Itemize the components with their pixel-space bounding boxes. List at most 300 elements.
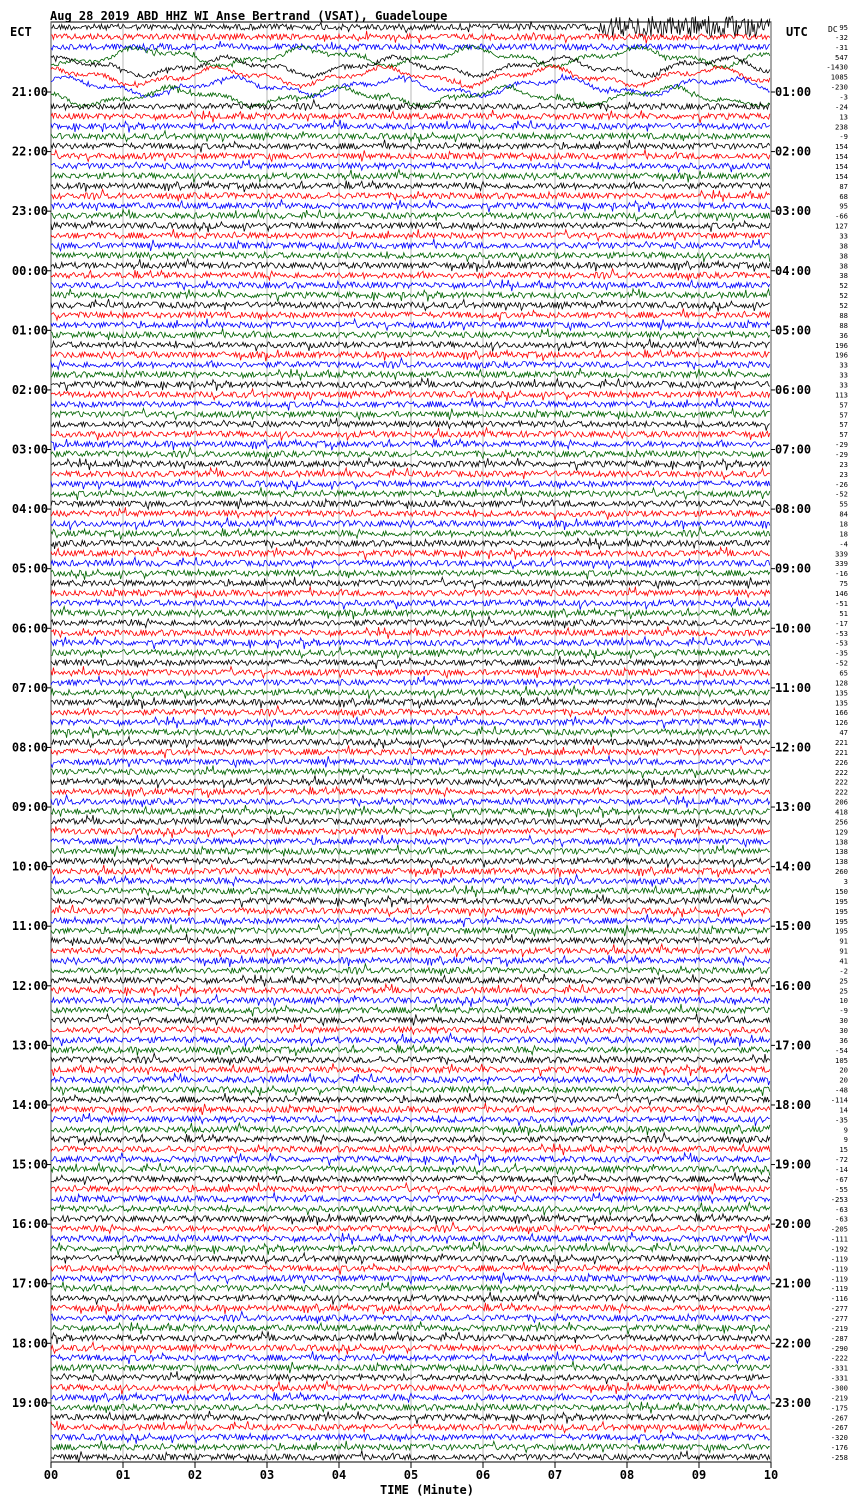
dc-offset-label: 18 — [839, 529, 848, 539]
trace-line — [51, 507, 770, 520]
trace-line — [51, 1103, 770, 1115]
trace-line — [51, 1113, 770, 1126]
dc-offset-label: 52 — [839, 291, 848, 301]
dc-offset-label: 23 — [839, 469, 848, 479]
dc-offset-label: 195 — [835, 896, 848, 906]
trace-line — [51, 1133, 770, 1146]
dc-offset-label: -320 — [830, 1433, 848, 1443]
trace-line — [51, 1093, 770, 1105]
trace-line — [51, 656, 770, 669]
trace-line — [51, 368, 770, 381]
right-hour-label: 08:00 — [775, 502, 812, 517]
dc-offset-label: -267 — [830, 1423, 848, 1433]
dc-offset-label: -35 — [835, 1115, 848, 1125]
dc-offset-label: -31 — [835, 42, 848, 52]
trace-line — [51, 131, 770, 143]
dc-offset-label: -48 — [835, 1085, 848, 1095]
trace-line — [51, 1163, 770, 1176]
dc-offset-label: -192 — [830, 1244, 848, 1254]
dc-offset-label: 166 — [835, 708, 848, 718]
trace-line — [51, 439, 770, 451]
dc-offset-label: 57 — [839, 410, 848, 420]
trace-line — [51, 299, 770, 312]
dc-offset-label: 221 — [835, 747, 848, 757]
trace-line — [51, 1421, 770, 1433]
trace-line — [51, 686, 770, 699]
right-timezone-label: UTC — [786, 25, 808, 39]
dc-offset-label: 23 — [839, 459, 848, 469]
trace-line — [51, 974, 770, 987]
trace-line — [51, 328, 770, 340]
dc-offset-label: -32 — [835, 32, 848, 42]
left-hour-label: 11:00 — [11, 919, 48, 934]
x-tick-label: 08 — [619, 1468, 635, 1482]
x-axis-label: TIME (Minute) — [380, 1483, 474, 1497]
trace-line — [51, 418, 770, 431]
trace-line — [51, 181, 770, 193]
dc-offset-label: -17 — [835, 618, 848, 628]
trace-line — [51, 964, 770, 976]
dc-offset-label: 14 — [839, 1105, 848, 1115]
right-hour-label: 05:00 — [775, 323, 812, 338]
trace-line — [51, 1253, 770, 1265]
dc-offset-label: 75 — [839, 579, 848, 589]
trace-line — [51, 269, 770, 281]
left-hour-label: 18:00 — [11, 1336, 48, 1351]
dc-offset-label: -119 — [830, 1284, 848, 1294]
dc-offset-label: 36 — [839, 330, 848, 340]
trace-line — [51, 358, 770, 370]
right-hour-label: 18:00 — [775, 1097, 812, 1112]
dc-offset-label: 57 — [839, 420, 848, 430]
dc-offset-label: -119 — [830, 1274, 848, 1284]
dc-offset-label: 222 — [835, 787, 848, 797]
dc-offset-label: 1085 — [830, 72, 848, 82]
trace-line — [51, 1063, 770, 1076]
left-hour-label: 07:00 — [11, 680, 48, 695]
trace-line — [51, 857, 770, 868]
dc-offset-label: 68 — [839, 191, 848, 201]
trace-line — [51, 755, 770, 767]
dc-offset-label: 38 — [839, 271, 848, 281]
dc-offset-label: 222 — [835, 777, 848, 787]
dc-offset-label: -119 — [830, 1254, 848, 1264]
dc-offset-label: 113 — [835, 390, 848, 400]
left-timezone-label: ECT — [10, 25, 32, 39]
trace-line — [51, 984, 770, 997]
trace-line — [51, 1183, 770, 1195]
dc-offset-label: -119 — [830, 1264, 848, 1274]
trace-line — [51, 189, 770, 202]
dc-offset-label: 138 — [835, 847, 848, 857]
dc-offset-label: 135 — [835, 698, 848, 708]
trace-line — [51, 319, 770, 331]
dc-offset-label: -253 — [830, 1194, 848, 1204]
trace-line — [51, 1173, 770, 1186]
left-hour-label: 00:00 — [11, 263, 48, 278]
trace-line — [51, 1441, 770, 1453]
trace-line — [51, 289, 770, 302]
trace-line — [51, 795, 770, 808]
dc-offset-label: -29 — [835, 440, 848, 450]
trace-line — [51, 309, 770, 322]
trace-line — [51, 1123, 770, 1136]
dc-offset-label: 206 — [835, 797, 848, 807]
dc-offset-label: 91 — [839, 946, 848, 956]
trace-line — [51, 1213, 770, 1225]
trace-line — [51, 716, 770, 729]
dc-offset-label: 57 — [839, 400, 848, 410]
trace-line — [51, 547, 770, 560]
trace-line — [51, 1034, 770, 1047]
trace-line — [51, 1303, 770, 1315]
trace-line — [51, 41, 770, 53]
trace-line — [51, 1192, 770, 1204]
trace-line — [51, 538, 770, 550]
dc-offset-label: -14 — [835, 1165, 848, 1174]
dc-offset-label: -290 — [830, 1343, 848, 1353]
dc-offset-label: -66 — [835, 211, 848, 221]
dc-offset-label: 87 — [839, 181, 848, 191]
trace-line — [51, 1351, 770, 1364]
dc-offset-label: 9 — [843, 1125, 848, 1135]
left-hour-label: 06:00 — [11, 621, 48, 636]
right-hour-label: 04:00 — [775, 263, 812, 278]
dc-offset-label: 196 — [835, 350, 848, 360]
trace-line — [51, 607, 770, 620]
left-hour-label: 19:00 — [11, 1395, 48, 1410]
x-tick-label: 03 — [259, 1468, 275, 1482]
dc-offset-label: 57 — [839, 430, 848, 440]
trace-line — [51, 1371, 770, 1384]
dc-offset-label: 15 — [839, 1145, 848, 1155]
trace-line — [51, 1153, 770, 1166]
trace-line — [51, 706, 770, 718]
dc-offset-label: -222 — [830, 1353, 848, 1363]
trace-line — [51, 885, 770, 897]
trace-line — [51, 468, 770, 480]
dc-offset-label: 33 — [839, 370, 848, 380]
dc-offset-label: 18 — [839, 519, 848, 529]
trace-line — [51, 726, 770, 739]
trace-line — [51, 805, 770, 818]
right-hour-label: 02:00 — [775, 144, 812, 159]
right-hour-label: 13:00 — [775, 800, 812, 815]
dc-offset-label: 10 — [839, 996, 848, 1006]
dc-offset-label: 129 — [835, 827, 848, 837]
trace-line — [51, 765, 770, 778]
trace-line — [51, 378, 770, 391]
dc-offset-label: 150 — [835, 887, 848, 896]
trace-line — [51, 487, 770, 500]
dc-offset-label: -24 — [835, 102, 848, 112]
trace-line — [51, 1242, 770, 1255]
trace-line — [51, 170, 770, 183]
dc-offset-label: 195 — [835, 906, 848, 916]
left-hour-label: 14:00 — [11, 1097, 48, 1112]
chart-title: Aug 28 2019 ABD HHZ WI Anse Bertrand (VSAT), Guadeloupe — [50, 9, 448, 23]
left-hour-label: 21:00 — [11, 85, 48, 99]
dc-offset-label: 3 — [843, 877, 848, 886]
dc-offset-label: 9 — [843, 1135, 848, 1145]
right-hour-label: 10:00 — [775, 621, 812, 636]
dc-offset-label: 25 — [839, 986, 848, 996]
dc-offset-label: -219 — [830, 1323, 848, 1333]
right-hour-label: 03:00 — [775, 204, 812, 219]
dc-offset-label: 25 — [839, 976, 848, 986]
right-hour-label: 19:00 — [775, 1157, 812, 1172]
trace-line — [51, 697, 770, 709]
trace-line — [51, 110, 770, 123]
trace-line — [51, 905, 770, 918]
trace-line — [51, 616, 770, 628]
dc-offset-label: 126 — [835, 718, 848, 728]
dc-offset-label: 154 — [835, 142, 848, 152]
trace-line — [51, 1402, 770, 1414]
trace-line — [51, 1014, 770, 1026]
dc-offset-label: -53 — [835, 628, 848, 638]
trace-line — [51, 577, 770, 589]
trace-line — [51, 995, 770, 1007]
dc-offset-label: -114 — [830, 1095, 848, 1105]
dc-offset-label: 55 — [839, 499, 848, 509]
dc-offset-label: 33 — [839, 360, 848, 370]
trace-line — [51, 1073, 770, 1085]
left-hour-label: 04:00 — [11, 502, 48, 517]
dc-offset-label: -3 — [839, 92, 848, 102]
trace-line — [51, 557, 770, 569]
dc-offset-label: -35 — [835, 648, 848, 658]
dc-offset-label: 33 — [839, 380, 848, 390]
left-hour-label: 10:00 — [11, 859, 48, 874]
dc-offset-label: 146 — [835, 589, 848, 598]
dc-offset-label: 138 — [835, 857, 848, 867]
trace-line — [51, 150, 770, 162]
trace-line — [51, 1322, 770, 1335]
dc-offset-label: 339 — [835, 549, 848, 559]
dc-offset-label: 91 — [839, 936, 848, 946]
right-hour-label: 12:00 — [775, 740, 812, 755]
dc-offset-label: -63 — [835, 1204, 848, 1214]
right-hour-label: 11:00 — [775, 680, 812, 695]
dc-offset-label: -1430 — [826, 62, 848, 72]
left-hour-label: 22:00 — [11, 144, 48, 159]
trace-line — [51, 1312, 770, 1324]
trace-line — [51, 1202, 770, 1215]
trace-line — [51, 221, 770, 233]
trace-line — [51, 65, 770, 88]
dc-offset-label: -9 — [839, 132, 848, 142]
dc-offset-label: 256 — [835, 817, 848, 827]
dc-offset-label: -51 — [835, 599, 848, 608]
dc-offset-label: -9 — [839, 1006, 848, 1016]
trace-line — [51, 479, 770, 491]
trace-line — [51, 398, 770, 411]
trace-line — [51, 865, 770, 878]
trace-line — [51, 251, 770, 262]
trace-line — [51, 569, 770, 580]
dc-offset-label: 154 — [835, 152, 848, 162]
right-hour-label: 22:00 — [775, 1336, 812, 1351]
dc-offset-label: 339 — [835, 559, 848, 569]
trace-line — [51, 914, 770, 927]
x-tick-label: 04 — [331, 1468, 347, 1482]
trace-line — [51, 408, 770, 420]
trace-line — [51, 1391, 770, 1404]
left-hour-label: 03:00 — [11, 442, 48, 457]
left-hour-label: 23:00 — [11, 204, 48, 219]
dc-offset-label: 47 — [839, 728, 848, 738]
right-hour-label: 21:00 — [775, 1276, 812, 1291]
trace-line — [51, 875, 770, 887]
trace-line — [51, 259, 770, 272]
left-hour-label: 08:00 — [11, 740, 48, 755]
dc-offset-label: -52 — [835, 489, 848, 499]
dc-offset-label: -2 — [839, 966, 848, 976]
right-hour-label: 01:00 — [775, 85, 812, 99]
left-hour-label: 17:00 — [11, 1276, 48, 1291]
dc-offset-label: -300 — [830, 1383, 848, 1393]
right-hour-label: 06:00 — [775, 382, 812, 397]
x-tick-label: 02 — [187, 1468, 203, 1482]
dc-offset-label: 38 — [839, 261, 848, 271]
trace-line — [51, 1332, 770, 1345]
trace-line — [51, 845, 770, 857]
trace-line — [51, 746, 770, 759]
trace-line — [51, 1381, 770, 1394]
trace-line — [51, 31, 770, 44]
right-hour-label: 16:00 — [775, 978, 812, 993]
right-hour-label: 20:00 — [775, 1217, 812, 1232]
trace-line — [51, 140, 770, 153]
dc-offset-label: -111 — [830, 1234, 848, 1244]
trace-line — [51, 527, 770, 540]
trace-line — [51, 497, 770, 509]
dc-offset-label: 547 — [835, 52, 848, 62]
trace-line — [51, 1144, 770, 1156]
trace-line — [51, 280, 770, 292]
trace-line — [51, 775, 770, 788]
right-hour-label: 23:00 — [775, 1395, 812, 1410]
trace-line — [51, 16, 770, 37]
left-hour-label: 05:00 — [11, 561, 48, 576]
dc-offset-label: 88 — [839, 320, 848, 330]
dc-offset-label: 154 — [835, 171, 848, 181]
dc-offset-label: 95 — [839, 201, 848, 211]
trace-line — [51, 120, 770, 133]
x-tick-label: 09 — [691, 1468, 707, 1482]
trace-line — [51, 209, 770, 221]
trace-line — [51, 827, 770, 839]
dc-offset-label: 20 — [839, 1065, 848, 1075]
dc-offset-label: -26 — [835, 479, 848, 489]
dc-offset-label: 135 — [835, 688, 848, 698]
dc-offset-label: -52 — [835, 658, 848, 668]
trace-line — [51, 1222, 770, 1234]
dc-offset-label: 52 — [839, 301, 848, 310]
dc-offset-label: -116 — [830, 1294, 848, 1304]
dc-offset-label: -267 — [830, 1413, 848, 1423]
trace-line — [51, 1361, 770, 1373]
dc-offset-label: -331 — [830, 1363, 848, 1373]
dc-offset-label: -55 — [835, 1184, 848, 1194]
dc-offset-label: -16 — [835, 569, 848, 579]
trace-line — [51, 1433, 770, 1444]
trace-line — [51, 895, 770, 908]
trace-line — [51, 636, 770, 649]
dc-offset-label: 65 — [839, 668, 848, 678]
left-hour-label: 13:00 — [11, 1038, 48, 1053]
dc-offset-label: -63 — [835, 1214, 848, 1224]
trace-line — [51, 944, 770, 957]
trace-line — [51, 1024, 770, 1037]
trace-line — [51, 1292, 770, 1305]
dc-offset-label: 33 — [839, 231, 848, 241]
trace-line — [51, 448, 770, 460]
x-tick-label: 01 — [115, 1468, 131, 1482]
trace-line — [51, 1411, 770, 1424]
trace-line — [51, 389, 770, 401]
trace-line — [51, 1085, 770, 1097]
trace-line — [51, 1004, 770, 1017]
dc-offset-label: 38 — [839, 241, 848, 251]
dc-offset-label: -219 — [830, 1393, 848, 1403]
x-tick-label: 07 — [547, 1468, 563, 1482]
dc-offset-label: -53 — [835, 638, 848, 648]
trace-line — [51, 676, 770, 687]
dc-offset-label: 260 — [835, 867, 848, 877]
right-hour-label: 15:00 — [775, 919, 812, 934]
dc-offset-label: 138 — [835, 837, 848, 847]
dc-offset-label: 41 — [839, 956, 848, 966]
dc-offset-label: 127 — [835, 221, 848, 231]
trace-line — [51, 428, 770, 441]
dc-offset-label: 222 — [835, 767, 848, 777]
dc-offset-label: -258 — [830, 1453, 848, 1462]
dc-offset-label: -176 — [830, 1443, 848, 1453]
trace-line — [51, 1282, 770, 1293]
right-hour-label: 07:00 — [775, 442, 812, 457]
trace-line — [51, 597, 770, 610]
left-hour-label: 01:00 — [11, 323, 48, 338]
dc-offset-label: 30 — [839, 1016, 848, 1026]
dc-offset-label: 51 — [839, 608, 848, 618]
dc-offset-label: -54 — [835, 1045, 848, 1055]
dc-offset-label: -29 — [835, 450, 848, 459]
dc-offset-label: 38 — [839, 251, 848, 261]
dc-offset-label: -72 — [835, 1155, 848, 1165]
dc-offset-label: 238 — [835, 122, 848, 132]
trace-line — [51, 1272, 770, 1283]
trace-line — [51, 229, 770, 241]
dc-offset-label: 226 — [835, 757, 848, 767]
dc-offset-label: 221 — [835, 738, 848, 747]
dc-offset-label: -205 — [830, 1224, 848, 1234]
trace-line — [51, 349, 770, 361]
dc-offset-label: 20 — [839, 1075, 848, 1085]
trace-line — [51, 815, 770, 827]
dc-offset-label: -277 — [830, 1314, 848, 1323]
dc-offset-label: -287 — [830, 1333, 848, 1343]
trace-line — [51, 955, 770, 967]
left-hour-label: 12:00 — [11, 978, 48, 993]
dc-offset-label: 95 — [839, 23, 848, 32]
dc-offset-label: 195 — [835, 926, 848, 936]
dc-offset-label: 84 — [839, 509, 848, 519]
trace-line — [51, 1232, 770, 1245]
right-hour-label: 14:00 — [775, 859, 812, 874]
dc-offset-label: -277 — [830, 1304, 848, 1314]
